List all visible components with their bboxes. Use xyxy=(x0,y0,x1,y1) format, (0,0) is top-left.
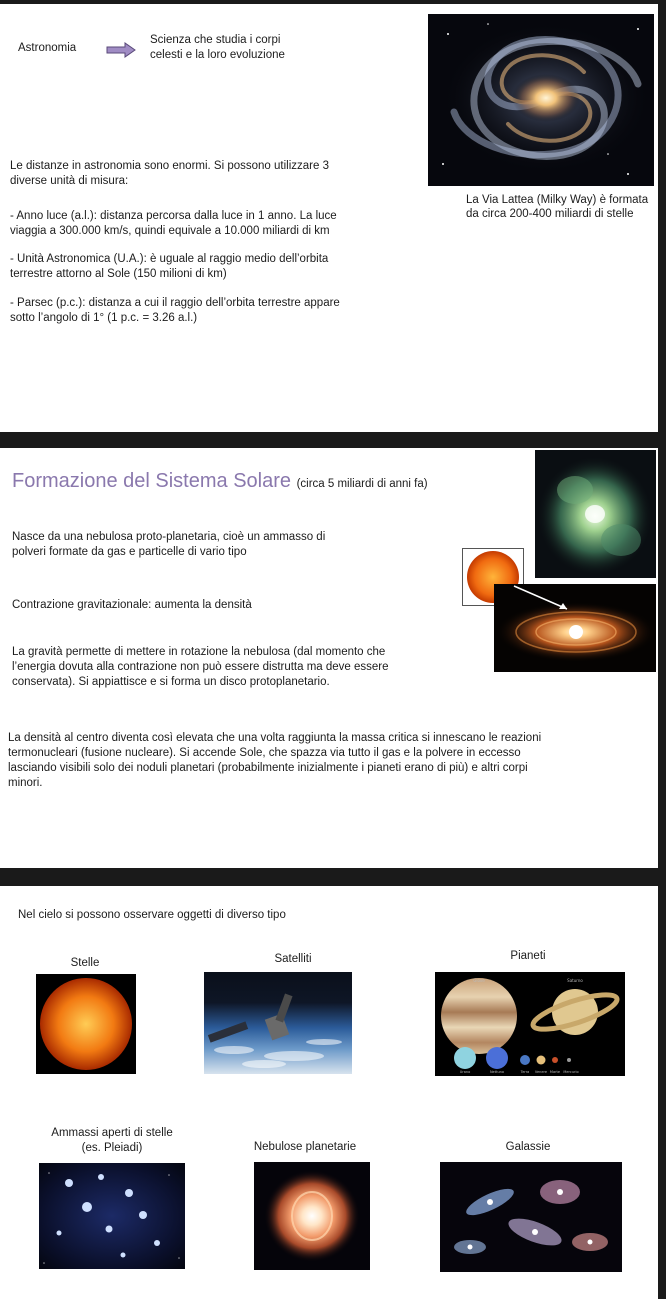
bullet-ua-2: terrestre attorno al Sole (150 milioni di km) xyxy=(10,268,227,280)
label-galassie: Galassie xyxy=(505,1141,551,1153)
definition-line-1: Scienza che studia i corpi xyxy=(150,34,281,46)
p4-line-2: termonucleari (fusione nucleare). Si accende Sole, che spazza via tutto il gas e la polvere in eccesso xyxy=(8,747,521,759)
label-pianeti: Pianeti xyxy=(510,950,546,962)
label-giove: Giove xyxy=(473,978,485,983)
label-ammassi-2: (es. Pleiadi) xyxy=(81,1142,143,1154)
p3-line-1: La gravità permette di mettere in rotazione la nebulosa (dal momento che xyxy=(12,646,386,658)
bullet-parsec-2: sotto l’angolo di 1° (1 p.c. = 3.26 a.l.) xyxy=(10,312,198,324)
label-urano: Urano xyxy=(459,1070,471,1074)
term-astronomia: Astronomia xyxy=(18,42,77,54)
stelle-image xyxy=(36,974,136,1074)
label-terra: Terra xyxy=(520,1070,530,1074)
ammassi-image xyxy=(39,1163,185,1269)
label-saturno: Saturno xyxy=(567,978,583,983)
bullet-anno-luce-1: - Anno luce (a.l.): distanza percorsa dalla luce in 1 anno. La luce xyxy=(10,210,337,222)
satelliti-image xyxy=(204,972,352,1074)
intro-line-2: diverse unità di misura: xyxy=(10,175,129,187)
galaxy-caption-2: da circa 200-400 miliardi di stelle xyxy=(466,208,634,220)
label-stelle: Stelle xyxy=(70,957,100,969)
p4-line-1: La densità al centro diventa così elevata che una volta raggiunta la massa critica si innescano le reazioni xyxy=(8,732,542,744)
definition-line-2: celesti e la loro evoluzione xyxy=(150,49,285,61)
pianeti-image xyxy=(435,972,625,1076)
label-marte: Marte xyxy=(549,1070,561,1074)
slide-sky-objects xyxy=(0,886,658,1299)
slide-distances xyxy=(0,4,658,432)
p1-line-2: polveri formate da gas e particelle di vario tipo xyxy=(12,546,247,558)
connector-line xyxy=(512,584,572,614)
sky-heading: Nel cielo si possono osservare oggetti di diverso tipo xyxy=(18,909,286,921)
bullet-anno-luce-2: viaggia a 300.000 km/s, quindi equivale a 10.000 miliardi di km xyxy=(10,225,330,237)
label-satelliti: Satelliti xyxy=(274,953,312,965)
galassie-image xyxy=(440,1162,622,1272)
nebula-image xyxy=(535,450,656,578)
p4-line-3: lasciando visibili solo dei noduli planetari (probabilmente inizialmente i pianeti erano di più) e altri corpi xyxy=(8,762,528,774)
bullet-ua-1: - Unità Astronomica (U.A.): è uguale al raggio medio dell’orbita xyxy=(10,253,329,265)
label-mercurio: Mercurio xyxy=(563,1070,579,1074)
title-note: (circa 5 miliardi di anni fa) xyxy=(296,478,428,490)
p3-line-3: conservata). Si appiattisce e si forma un disco protoplanetario. xyxy=(12,676,330,688)
label-ammassi-1: Ammassi aperti di stelle xyxy=(51,1127,173,1139)
slide-solar-system xyxy=(0,448,658,868)
title-main: Formazione del Sistema Solare xyxy=(12,470,292,492)
label-venere: Venere xyxy=(534,1070,548,1074)
p2-line: Contrazione gravitazionale: aumenta la densità xyxy=(12,599,252,611)
label-nettuno: Nettuno xyxy=(489,1070,505,1074)
p4-line-4: minori. xyxy=(8,777,43,789)
nebulose-image xyxy=(254,1162,370,1270)
galaxy-caption-1: La Via Lattea (Milky Way) è formata xyxy=(466,194,649,206)
p1-line-1: Nasce da una nebulosa proto-planetaria, cioè un ammasso di xyxy=(12,531,326,543)
p3-line-2: l’energia dovuta alla contrazione non può essere distrutta ma deve essere xyxy=(12,661,389,673)
milky-way-image xyxy=(428,14,654,186)
intro-line-1: Le distanze in astronomia sono enormi. Si possono utilizzare 3 xyxy=(10,160,329,172)
page-title xyxy=(12,470,428,493)
bullet-parsec-1: - Parsec (p.c.): distanza a cui il raggio dell’orbita terrestre appare xyxy=(10,297,340,309)
arrow-right-icon xyxy=(106,42,136,58)
label-nebulose: Nebulose planetarie xyxy=(253,1141,357,1153)
